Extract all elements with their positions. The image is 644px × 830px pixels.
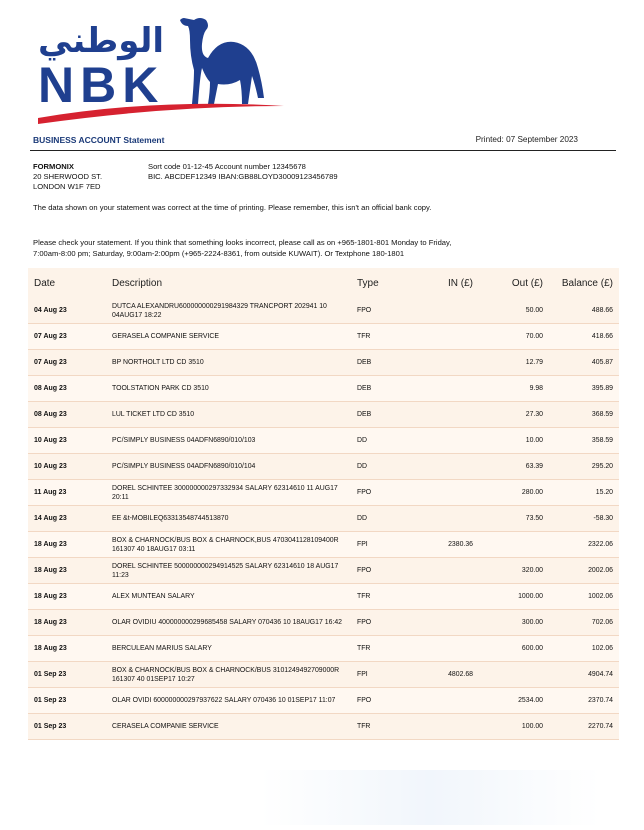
type-cell: DEB [357, 359, 372, 366]
date-cell: 07 Aug 23 [34, 359, 67, 366]
balance-cell: 405.87 [591, 359, 613, 366]
table-row [28, 298, 619, 324]
in-cell: 2380.36 [448, 541, 473, 548]
logo-nbk-text: NBK [38, 57, 165, 113]
description-cell: TOOLSTATION PARK CD 3510 [112, 385, 209, 392]
out-cell: 1000.00 [518, 593, 543, 600]
balance-cell: 4904.74 [588, 671, 613, 678]
description-cell: BP NORTHOLT LTD CD 3510 [112, 359, 204, 366]
logo-arabic-text: الوطني [38, 21, 165, 61]
table-body [28, 298, 619, 740]
address-line-2: LONDON W1F 7ED [33, 182, 101, 191]
date-cell: 18 Aug 23 [34, 619, 67, 626]
out-cell: 600.00 [521, 645, 543, 652]
table-row [28, 584, 619, 610]
description-cell: PC/SIMPLY BUSINESS 04ADFN6890/010/104 [112, 463, 256, 470]
address-line-1: 20 SHERWOOD ST. [33, 172, 103, 181]
balance-cell: 2370.74 [588, 697, 613, 704]
table-row [28, 506, 619, 532]
notice-printing: The data shown on your statement was correct at the time of printing. Please remember, this isn't an official bank copy. [33, 203, 432, 212]
out-cell: 12.79 [525, 359, 543, 366]
type-cell: FPI [357, 541, 368, 548]
header-balance: Balance (£) [561, 277, 613, 289]
customer-name: FORMONIX [33, 162, 74, 171]
date-cell: 10 Aug 23 [34, 463, 67, 470]
description-cell: OLAR OVIDI 600000000297937622 SALARY 070436 10 01SEP17 11:07 [112, 697, 336, 704]
description-cell: DUTCA ALEXANDRU600000000291984329 TRANCPORT 202941 10 04AUG17 18:22 [112, 302, 327, 319]
balance-cell: 358.59 [591, 437, 613, 444]
bic-iban-line: BIC. ABCDEF12349 IBAN:GB88LOYD30009123456789 [148, 172, 338, 181]
date-cell: 10 Aug 23 [34, 437, 67, 444]
balance-cell: 15.20 [595, 489, 613, 496]
out-cell: 73.50 [525, 515, 543, 522]
balance-cell: 702.06 [591, 619, 613, 626]
description-cell: PC/SIMPLY BUSINESS 04ADFN6890/010/103 [112, 437, 256, 444]
table-row [28, 402, 619, 428]
out-cell: 9.98 [529, 385, 543, 392]
date-cell: 18 Aug 23 [34, 541, 67, 548]
description-cell: BERCULEAN MARIUS SALARY [112, 645, 212, 652]
description-cell: GERASELA COMPANIE SERVICE [112, 333, 219, 340]
out-cell: 70.00 [525, 333, 543, 340]
balance-cell: 395.89 [591, 385, 613, 392]
type-cell: TFR [357, 333, 371, 340]
description-cell: BOX & CHARNOCK/BUS BOX & CHARNOCK/BUS 3101249492709000R 161307 40 01SEP17 10:27 [112, 666, 340, 683]
out-cell: 320.00 [521, 567, 543, 574]
type-cell: DD [357, 463, 367, 470]
type-cell: FPO [357, 307, 372, 314]
type-cell: DEB [357, 411, 372, 418]
table-row [28, 532, 619, 558]
type-cell: FPO [357, 619, 372, 626]
table-row [28, 480, 619, 506]
header-description: Description [112, 277, 163, 289]
table-header [28, 268, 619, 298]
type-cell: DD [357, 437, 367, 444]
in-cell: 4802.68 [448, 671, 473, 678]
out-cell: 2534.00 [518, 697, 543, 704]
table-row [28, 714, 619, 740]
balance-cell: 295.20 [591, 463, 613, 470]
date-cell: 18 Aug 23 [34, 593, 67, 600]
table-row [28, 324, 619, 350]
nbk-logo [36, 14, 286, 132]
description-cell: EE &t-MOBILEQ63313548744513870 [112, 515, 229, 522]
notice-contact: Please check your statement. If you think that something looks incorrect, please call as on +965-1801-801 Monday to Friday, 7:00am-8:00 pm; Saturday, 9:00am-2:00pm (+965-2224-8361, from outside KUWAIT). Or Textphone 180-1801 [33, 238, 452, 258]
out-cell: 10.00 [525, 437, 543, 444]
balance-cell: 1002.06 [588, 593, 613, 600]
table-row [28, 636, 619, 662]
table-row [28, 688, 619, 714]
date-cell: 04 Aug 23 [34, 307, 67, 314]
out-cell: 280.00 [521, 489, 543, 496]
date-cell: 01 Sep 23 [34, 697, 67, 704]
transactions-table [28, 268, 619, 740]
header-out: Out (£) [511, 277, 543, 289]
out-cell: 63.39 [525, 463, 543, 470]
table-row [28, 376, 619, 402]
header-type: Type [357, 277, 379, 289]
date-cell: 18 Aug 23 [34, 645, 67, 652]
table-row [28, 558, 619, 584]
out-cell: 300.00 [521, 619, 543, 626]
balance-cell: 2270.74 [588, 723, 613, 730]
customer-address [33, 162, 102, 192]
header-divider [30, 150, 616, 151]
description-cell: CERASELA COMPANIE SERVICE [112, 723, 219, 730]
out-cell: 100.00 [521, 723, 543, 730]
description-cell: OLAR OVIDIU 400000000299685458 SALARY 070436 10 18AUG17 16:42 [112, 619, 342, 626]
balance-cell: 488.66 [591, 307, 613, 314]
description-cell: LUL TICKET LTD CD 3510 [112, 411, 195, 418]
out-cell: 27.30 [525, 411, 543, 418]
table-row [28, 610, 619, 636]
description-cell: ALEX MUNTEAN SALARY [112, 593, 195, 600]
scan-smudge [260, 770, 600, 825]
type-cell: TFR [357, 593, 371, 600]
statement-title: BUSINESS ACCOUNT Statement [33, 135, 165, 145]
account-details [148, 162, 338, 182]
balance-cell: -58.30 [593, 515, 613, 522]
description-cell: BOX & CHARNOCK/BUS BOX & CHARNOCK,BUS 4703041128109400R 161307 40 18AUG17 03:11 [112, 536, 339, 553]
date-cell: 08 Aug 23 [34, 385, 67, 392]
date-cell: 18 Aug 23 [34, 567, 67, 574]
header-date: Date [34, 277, 56, 289]
balance-cell: 2322.06 [588, 541, 613, 548]
type-cell: FPI [357, 671, 368, 678]
out-cell: 50.00 [525, 307, 543, 314]
date-cell: 07 Aug 23 [34, 333, 67, 340]
type-cell: FPO [357, 697, 372, 704]
header-in: IN (£) [448, 277, 473, 289]
date-cell: 11 Aug 23 [34, 489, 67, 496]
table-row [28, 454, 619, 480]
date-cell: 14 Aug 23 [34, 515, 67, 522]
balance-cell: 2002.06 [588, 567, 613, 574]
printed-date: Printed: 07 September 2023 [475, 135, 578, 144]
balance-cell: 368.59 [591, 411, 613, 418]
date-cell: 08 Aug 23 [34, 411, 67, 418]
balance-cell: 418.66 [591, 333, 613, 340]
type-cell: DD [357, 515, 367, 522]
sort-code-line: Sort code 01-12-45 Account number 12345678 [148, 162, 306, 171]
type-cell: FPO [357, 567, 372, 574]
type-cell: TFR [357, 645, 371, 652]
table-row [28, 662, 619, 688]
type-cell: DEB [357, 385, 372, 392]
date-cell: 01 Sep 23 [34, 671, 67, 678]
date-cell: 01 Sep 23 [34, 723, 67, 730]
type-cell: TFR [357, 723, 371, 730]
description-cell: DOREL SCHINTEE 300000000297332934 SALARY 62314610 11 AUG17 20:11 [112, 484, 338, 501]
table-row [28, 350, 619, 376]
description-cell: DOREL SCHINTEE 500000000294914525 SALARY 62314610 18 AUG17 11:23 [112, 562, 339, 579]
balance-cell: 102.06 [591, 645, 613, 652]
table-row [28, 428, 619, 454]
type-cell: FPO [357, 489, 372, 496]
camel-icon [180, 18, 264, 104]
